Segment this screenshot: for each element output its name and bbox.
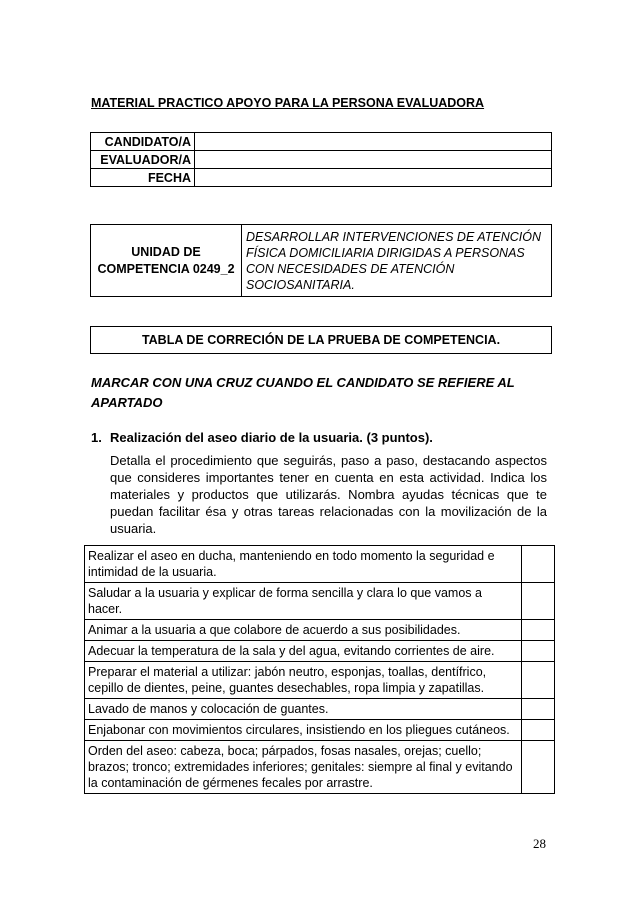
date-row [91,169,552,187]
criterion-text: Preparar el material a utilizar: jabón neutro, esponjas, toallas, dentífrico, cepillo de dientes, peine, guantes desechables, ropa limpia y zapatillas. [85,662,522,699]
correction-table-title-box [90,326,552,354]
criteria-row [85,620,555,641]
criterion-text: Saludar a la usuaria y explicar de forma sencilla y clara lo que vamos a hacer. [85,583,522,620]
criterion-checkbox[interactable] [522,583,555,620]
criterion-text: Animar a la usuaria a que colabore de acuerdo a sus posibilidades. [85,620,522,641]
unit-label-line2: COMPETENCIA 0249_2 [97,261,235,276]
criterion-text: Orden del aseo: cabeza, boca; párpados, fosas nasales, orejas; cuello; brazos; tronco; extremidades inferiores; genitales: siempre al final y evitando la contaminación de gérmenes fecales por arrastre. [85,741,522,794]
candidate-info-table [90,132,552,187]
criterion-checkbox[interactable] [522,546,555,583]
unit-label [91,225,242,297]
criteria-row [85,583,555,620]
question-description: Detalla el procedimiento que seguirás, paso a paso, destacando aspectos que consideres importantes tener en cuenta en esta actividad. Indica los materiales y productos que utilizarás. Nombra ayudas técnicas que te puedan facilitar ésa y otras tareas relacionadas con la movilización de la usuaria. [110,453,547,536]
criterion-checkbox[interactable] [522,720,555,741]
criterion-text: Lavado de manos y colocación de guantes. [85,699,522,720]
criterion-checkbox[interactable] [522,662,555,699]
criteria-table [84,545,555,794]
competency-unit-table [90,224,552,297]
candidate-label: CANDIDATO/A [91,133,195,151]
unit-description: DESARROLLAR INTERVENCIONES DE ATENCIÓN FÍSICA DOMICILIARIA DIRIGIDAS A PERSONAS CON NECESIDADES DE ATENCIÓN SOCIOSANITARIA. [242,225,552,297]
criterion-text: Enjabonar con movimientos circulares, insistiendo en los pliegues cutáneos. [85,720,522,741]
criteria-row [85,662,555,699]
instruction-text: MARCAR CON UNA CRUZ CUANDO EL CANDIDATO SE REFIERE AL APARTADO [91,375,515,410]
evaluator-label: EVALUADOR/A [91,151,195,169]
evaluator-row [91,151,552,169]
criterion-text: Adecuar la temperatura de la sala y del agua, evitando corrientes de aire. [85,641,522,662]
date-label: FECHA [91,169,195,187]
document-title: MATERIAL PRACTICO APOYO PARA LA PERSONA EVALUADORA [91,96,485,110]
question-number: 1. [91,430,102,445]
criteria-row [85,546,555,583]
criterion-checkbox[interactable] [522,641,555,662]
criteria-row [85,699,555,720]
candidate-value[interactable] [195,133,552,151]
evaluator-value[interactable] [195,151,552,169]
criteria-row [85,741,555,794]
criterion-text: Realizar el aseo en ducha, manteniendo en todo momento la seguridad e intimidad de la usuaria. [85,546,522,583]
unit-label-line1: UNIDAD DE [131,244,201,259]
question-heading [91,430,433,445]
criterion-checkbox[interactable] [522,699,555,720]
criteria-row [85,641,555,662]
criterion-checkbox[interactable] [522,620,555,641]
criteria-row [85,720,555,741]
page-number: 28 [533,836,546,851]
candidate-row [91,133,552,151]
question-title: Realización del aseo diario de la usuaria. (3 puntos). [110,430,433,445]
criterion-checkbox[interactable] [522,741,555,794]
correction-table-title: TABLA DE CORRECIÓN DE LA PRUEBA DE COMPETENCIA. [91,327,552,354]
date-value[interactable] [195,169,552,187]
